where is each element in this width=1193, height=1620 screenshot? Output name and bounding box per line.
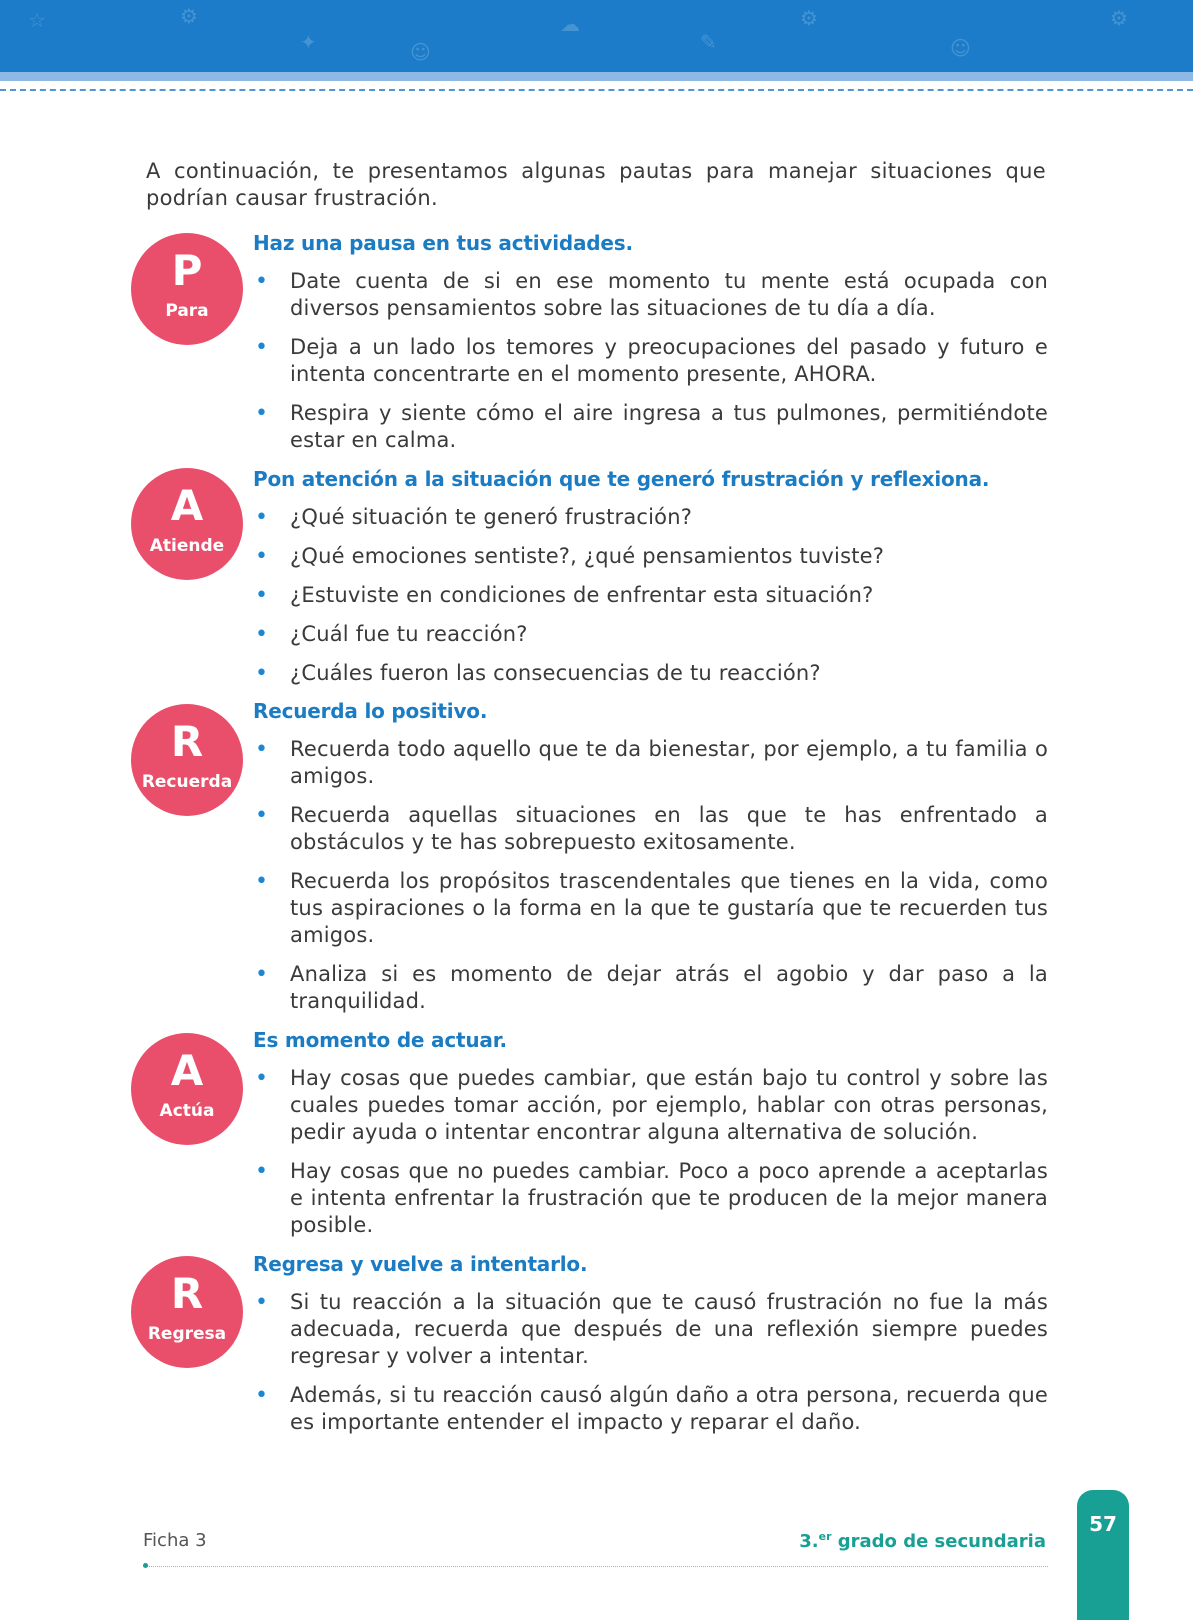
bullet-icon: • [255,1159,269,1184]
section-regresa [253,1251,1048,1436]
bullet-icon: • [255,737,269,762]
list-item: • ¿Cuáles fueron las consecuencias de tu reacción? [255,661,821,686]
bullet-icon: • [255,335,269,360]
badge-word: Atiende [149,536,225,556]
smiley-doodle-icon: ☺ [410,40,431,64]
badge-word: Actúa [159,1101,215,1121]
section-heading: Es momento de actuar. [253,1028,507,1052]
pencil-doodle-icon: ✎ [700,30,717,54]
bullet-list [253,1289,1048,1436]
gear-doodle-icon: ⚙ [800,6,818,30]
section-heading: Pon atención a la situación que te generó frustración y reflexiona. [253,467,990,491]
badge-word: Para [165,301,209,321]
bullet-icon: • [255,622,269,647]
list-item: • Recuerda aquellas situaciones en las que te has enfrentado a obstáculos y te has sobrepuesto exitosamente. [255,803,1048,854]
bullet-icon: • [255,505,269,530]
section-heading: Regresa y vuelve a intentarlo. [253,1252,588,1276]
badge-recuerda [131,704,243,816]
star-doodle-icon: ☆ [28,8,46,32]
badge-para [131,233,243,345]
bullet-icon: • [255,962,269,987]
bullet-icon: • [255,803,269,828]
badge-letter: A [170,481,204,530]
footer-ficha-label: Ficha 3 [143,1530,207,1551]
bullet-icon: • [255,269,269,294]
header-dashed-divider [0,89,1193,91]
badge-regresa [131,1256,243,1368]
section-heading: Haz una pausa en tus actividades. [253,231,633,255]
section-atiende [253,466,1048,687]
bullet-icon: • [255,1066,269,1091]
bullet-icon: • [255,661,269,686]
bullet-list [253,504,1048,687]
grade-number: 3. [799,1531,819,1552]
badge-letter: R [170,1269,204,1318]
badge-word: Recuerda [141,772,233,792]
footer-divider [143,1566,1048,1567]
bullet-list [253,1065,1048,1239]
intro-paragraph: A continuación, te presentamos algunas pautas para manejar situaciones que podrían causar frustración. [146,159,1046,210]
badge-actua [131,1033,243,1145]
lightbulb-doodle-icon: ✦ [300,30,317,54]
bullet-icon: • [255,869,269,894]
bullet-icon: • [255,583,269,608]
list-item: • Deja a un lado los temores y preocupaciones del pasado y futuro e intenta concentrarte en el momento presente, AHORA. [255,335,1048,386]
section-actua [253,1027,1048,1239]
gear-doodle-icon: ⚙ [1110,6,1128,30]
page-number: 57 [1089,1512,1117,1536]
list-item: • Respira y siente cómo el aire ingresa a tus pulmones, permitiéndote estar en calma. [255,401,1048,452]
bullet-icon: • [255,1383,269,1408]
list-item: • ¿Cuál fue tu reacción? [255,622,528,647]
list-item: • ¿Qué situación te generó frustración? [255,505,693,530]
bullet-list [253,268,1048,454]
cloud-doodle-icon: ☁ [560,12,580,36]
list-item: • Hay cosas que no puedes cambiar. Poco a poco aprende a aceptarlas e intenta enfrentar la frustración que te producen de la mejor manera posible. [255,1159,1048,1237]
list-item: • Analiza si es momento de dejar atrás el agobio y dar paso a la tranquilidad. [255,962,1048,1013]
section-pausa [253,230,1048,454]
list-item: • Si tu reacción a la situación que te causó frustración no fue la más adecuada, recuerda que después de una reflexión siempre puedes regresar y volver a intentar. [255,1290,1048,1368]
gear-doodle-icon: ⚙ [180,4,198,28]
list-item: • Recuerda todo aquello que te da bienestar, por ejemplo, a tu familia o amigos. [255,737,1048,788]
header-stripe [0,72,1193,81]
badge-atiende [131,468,243,580]
page-number-tab [1077,1490,1129,1620]
bullet-icon: • [255,1290,269,1315]
list-item: • Recuerda los propósitos trascendentales que tienes en la vida, como tus aspiraciones o la forma en la que te gustaría que te recuerden tus amigos. [255,869,1048,947]
grade-text: grado de secundaria [831,1531,1046,1552]
header-band [0,0,1193,72]
list-item: • Además, si tu reacción causó algún daño a otra persona, recuerda que es importante entender el impacto y reparar el daño. [255,1383,1048,1434]
smiley-doodle-icon: ☺ [950,36,971,60]
list-item: • Date cuenta de si en ese momento tu mente está ocupada con diversos pensamientos sobre las situaciones de tu día a día. [255,269,1048,320]
badge-word: Regresa [147,1324,227,1344]
footer-dot [143,1563,148,1568]
badge-letter: A [170,1046,204,1095]
bullet-list [253,736,1048,1015]
grade-ordinal: er [818,1530,832,1543]
list-item: • ¿Qué emociones sentiste?, ¿qué pensamientos tuviste? [255,544,885,569]
section-recuerda [253,698,1048,1015]
badge-letter: P [171,246,203,295]
section-heading: Recuerda lo positivo. [253,699,488,723]
bullet-icon: • [255,401,269,426]
badge-letter: R [170,717,204,766]
footer-grade-label [799,1530,1046,1552]
list-item: • Hay cosas que puedes cambiar, que están bajo tu control y sobre las cuales puedes tomar acción, por ejemplo, hablar con otras personas, pedir ayuda o intentar encontrar alguna alternativa de solución. [255,1066,1048,1144]
list-item: • ¿Estuviste en condiciones de enfrentar esta situación? [255,583,874,608]
bullet-icon: • [255,544,269,569]
